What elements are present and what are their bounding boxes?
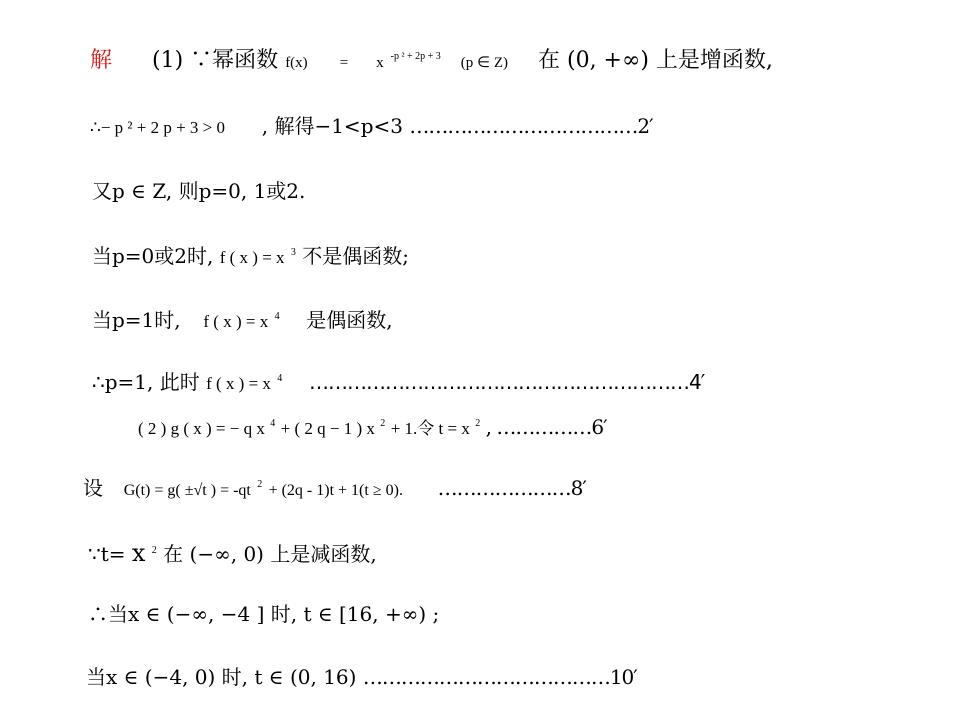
interval-mapping-1: ∴当x ∈ (−∞, −4 ] 时, t ∈ [16, +∞) ; bbox=[88, 602, 440, 626]
solution-line-11 bbox=[86, 667, 637, 687]
solution-line-5 bbox=[92, 310, 393, 330]
score-marker-4: ……………………………………………………4′ bbox=[309, 370, 705, 394]
integer-values-statement: 又p ∈ Z, 则p=0, 1或2. bbox=[92, 179, 306, 203]
function-quartic: f ( x ) = x bbox=[203, 312, 269, 331]
g-middle-term: + ( 2 q − 1 ) x bbox=[280, 419, 375, 438]
solution-line-1 bbox=[90, 50, 773, 72]
G-exponent: 2 bbox=[257, 479, 263, 490]
quartic-exponent: 4 bbox=[274, 311, 280, 322]
score-marker-10: …………………………………10′ bbox=[362, 665, 637, 689]
power-base: x bbox=[376, 55, 384, 71]
G-remainder: + (2q - 1)t + 1(t ≥ 0). bbox=[268, 482, 403, 499]
G-definition: G(t) = g( ±√t ) = -qt bbox=[123, 482, 251, 499]
decreasing-statement: 在 (−∞, 0) 上是减函数, bbox=[163, 542, 377, 566]
result-exponent: 4 bbox=[277, 373, 283, 384]
power-function-intro: (1) ∵幂函数 bbox=[152, 48, 279, 73]
case-p0-p2: 当p=0或2时, bbox=[92, 244, 214, 268]
power-exponent: -p ² + 2p + 3 bbox=[390, 51, 441, 62]
solution-line-6 bbox=[92, 372, 704, 392]
solution-line-3 bbox=[92, 181, 305, 201]
score-marker-8: …………………8′ bbox=[437, 476, 586, 500]
function-result: f ( x ) = x bbox=[206, 374, 271, 393]
solution-line-9 bbox=[88, 541, 377, 565]
solution-label: 解 bbox=[90, 48, 113, 73]
solution-line-4 bbox=[92, 246, 409, 266]
inequality-solution: , 解得−1<p<3 bbox=[261, 114, 403, 138]
substitution-t: + 1.令 t = x bbox=[390, 419, 470, 438]
increasing-statement: 在 (0, +∞) 上是增函数, bbox=[538, 48, 773, 73]
solution-line-2 bbox=[90, 116, 653, 136]
inequality-expression: ∴− p ² + 2 p + 3 > 0 bbox=[90, 118, 226, 137]
interval-mapping-2: 当x ∈ (−4, 0) 时, t ∈ (0, 16) bbox=[86, 665, 357, 689]
g-definition: ( 2 ) g ( x ) = − q x bbox=[138, 419, 265, 438]
conclusion-p1: ∴p=1, 此时 bbox=[92, 370, 200, 394]
g-exponent-2: 2 bbox=[380, 418, 386, 429]
equals-sign: = bbox=[339, 55, 349, 71]
g-exponent-4: 4 bbox=[270, 418, 276, 429]
t-base-exponent: 2 bbox=[151, 545, 157, 556]
t-base-x: x bbox=[131, 539, 146, 567]
score-marker-6: , ……………6′ bbox=[485, 415, 607, 439]
solution-line-10 bbox=[88, 604, 439, 624]
solution-line-8 bbox=[83, 478, 586, 499]
integer-condition: (p ∈ Z) bbox=[460, 55, 508, 71]
cubic-exponent: 3 bbox=[290, 247, 296, 258]
score-marker-2: ………………………………2′ bbox=[409, 114, 653, 138]
t-exponent: 2 bbox=[475, 418, 481, 429]
function-cubic: f ( x ) = x bbox=[219, 248, 285, 267]
let-label: 设 bbox=[83, 476, 103, 500]
not-even-statement: 不是偶函数; bbox=[302, 244, 410, 268]
even-statement: 是偶函数, bbox=[306, 308, 393, 332]
since-t: ∵t= bbox=[88, 542, 126, 566]
function-name: f(x) bbox=[285, 55, 308, 71]
solution-line-7 bbox=[138, 417, 607, 438]
case-p1: 当p=1时, bbox=[92, 308, 181, 332]
